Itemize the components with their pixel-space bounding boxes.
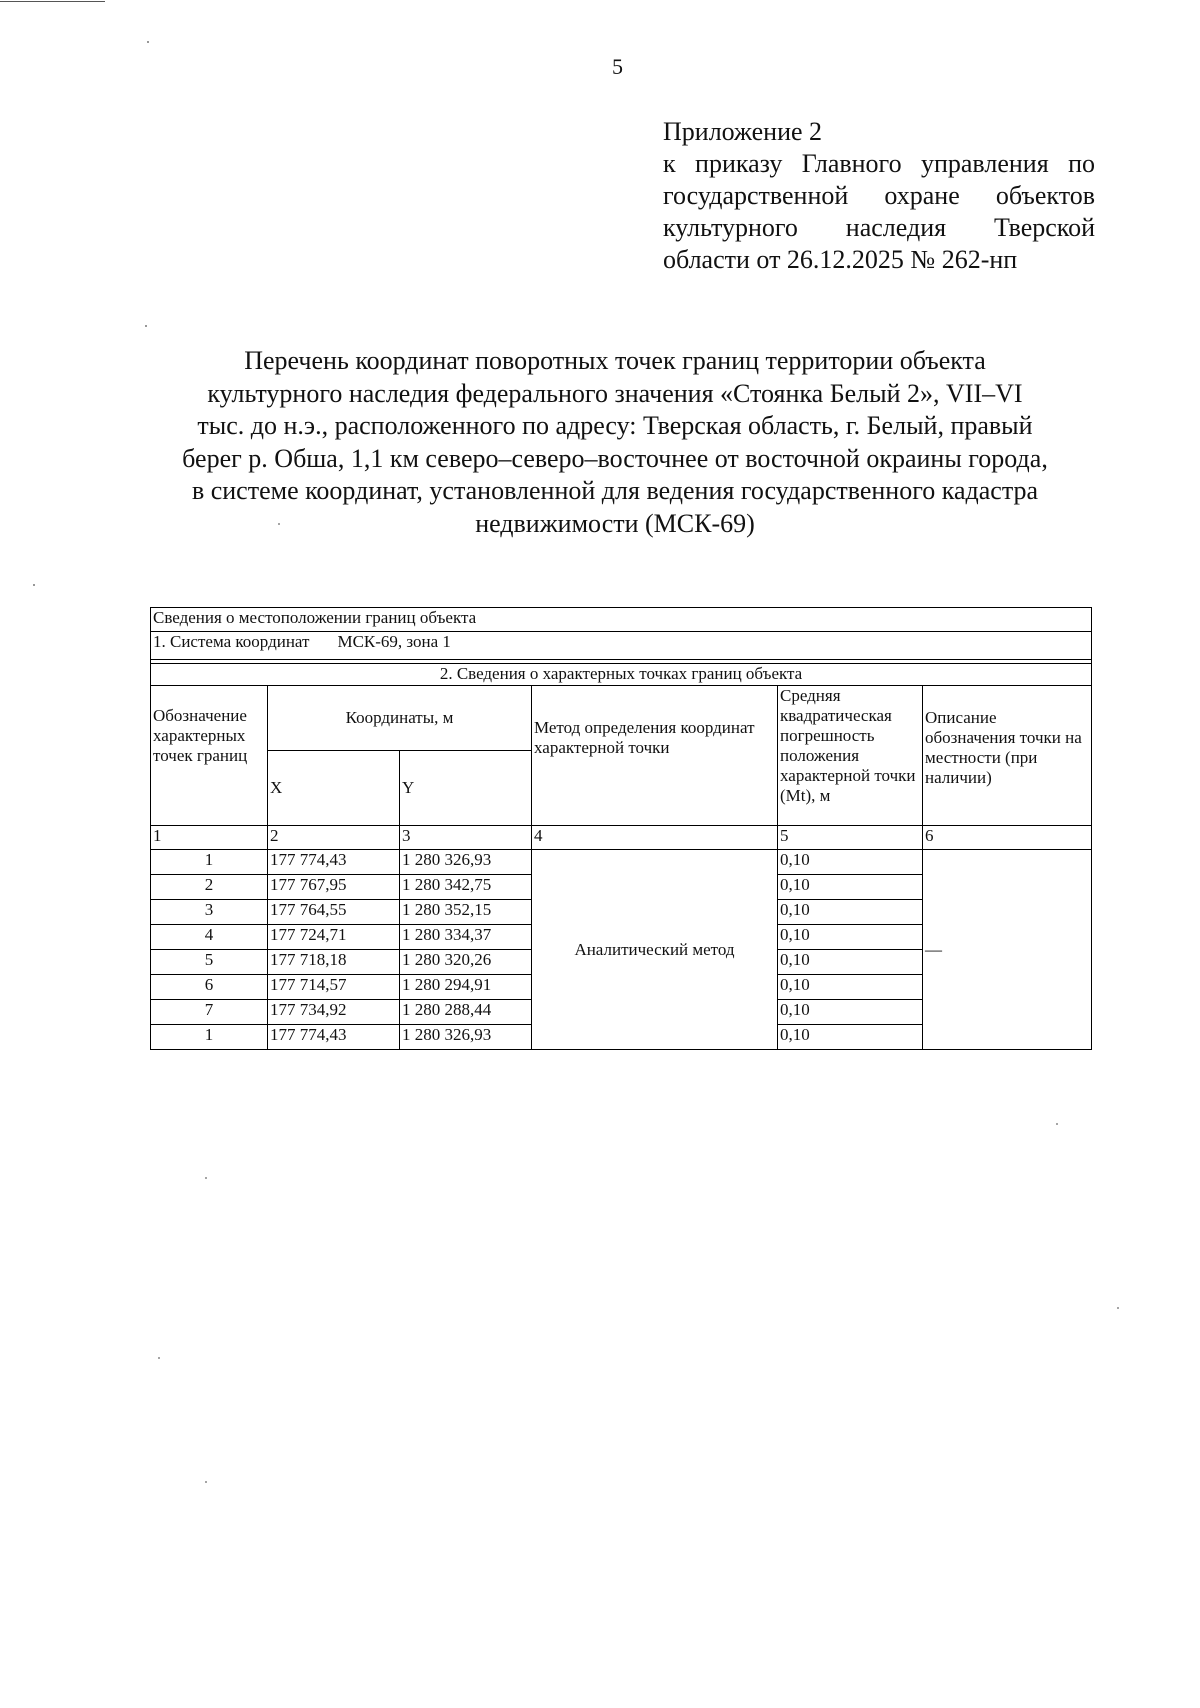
header-error: Средняя квадратическая погрешность положения характерной точки (Mt), м (778, 686, 923, 826)
mt-value: 0,10 (778, 950, 923, 975)
y-value: 1 280 326,93 (400, 1025, 532, 1050)
method-value: Аналитический метод (532, 850, 778, 1050)
y-value: 1 280 320,26 (400, 950, 532, 975)
scan-speck (147, 41, 149, 43)
title-line: Перечень координат поворотных точек границ территории объекта (244, 346, 986, 375)
title-line: тыс. до н.э., расположенного по адресу: Тверская область, г. Белый, правый (197, 411, 1033, 440)
mt-value: 0,10 (778, 1025, 923, 1050)
title-line: в системе координат, установленной для ведения государственного кадастра (191, 476, 1039, 505)
appendix-line: к приказу Главного управления по (663, 149, 1095, 178)
column-number: 6 (923, 826, 1092, 850)
point-number: 2 (151, 875, 268, 900)
scan-speck (205, 1481, 207, 1483)
point-number: 1 (151, 850, 268, 875)
point-number: 6 (151, 975, 268, 1000)
column-number: 4 (532, 826, 778, 850)
scan-speck (145, 325, 147, 327)
y-value: 1 280 352,15 (400, 900, 532, 925)
mt-value: 0,10 (778, 875, 923, 900)
y-value: 1 280 326,93 (400, 850, 532, 875)
header-description: Описание обозначения точки на местности (при наличии) (923, 686, 1092, 826)
x-value: 177 774,43 (268, 1025, 400, 1050)
column-number: 3 (400, 826, 532, 850)
point-number: 5 (151, 950, 268, 975)
x-value: 177 764,55 (268, 900, 400, 925)
x-value: 177 714,57 (268, 975, 400, 1000)
column-number: 5 (778, 826, 923, 850)
x-value: 177 724,71 (268, 925, 400, 950)
title-line: недвижимости (МСК-69) (475, 508, 755, 538)
scan-speck (33, 584, 35, 586)
x-value: 177 734,92 (268, 1000, 400, 1025)
x-value: 177 767,95 (268, 875, 400, 900)
point-number: 7 (151, 1000, 268, 1025)
points-title: 2. Сведения о характерных точках границ объекта (151, 664, 1092, 686)
title-line: культурного наследия федерального значения «Стоянка Белый 2», VII–VI (207, 378, 1023, 408)
appendix-line: государственной охране объектов (663, 181, 1095, 210)
y-value: 1 280 294,91 (400, 975, 532, 1000)
header-y: Y (400, 751, 532, 826)
header-x: X (268, 751, 400, 826)
scan-speck (158, 1357, 160, 1359)
mt-value: 0,10 (778, 1000, 923, 1025)
header-designation: Обозначение характерных точек границ (151, 686, 268, 826)
coordinate-system-label: 1. Система координат (153, 632, 310, 651)
mt-value: 0,10 (778, 925, 923, 950)
y-value: 1 280 288,44 (400, 1000, 532, 1025)
mt-value: 0,10 (778, 900, 923, 925)
header-method: Метод определения координат характерной точки (532, 686, 778, 826)
y-value: 1 280 342,75 (400, 875, 532, 900)
mt-value: 0,10 (778, 975, 923, 1000)
point-number: 1 (151, 1025, 268, 1050)
section-title: Сведения о местоположении границ объекта (151, 608, 1092, 632)
y-value: 1 280 334,37 (400, 925, 532, 950)
scan-speck (205, 1177, 207, 1179)
column-number: 2 (268, 826, 400, 850)
x-value: 177 774,43 (268, 850, 400, 875)
coordinate-system-value: МСК-69, зона 1 (337, 632, 451, 651)
point-number: 3 (151, 900, 268, 925)
column-number: 1 (151, 826, 268, 850)
appendix-line: культурного наследия Тверской (663, 213, 1095, 242)
scan-speck (1117, 1307, 1119, 1309)
title-line: берег р. Обша, 1,1 км северо–северо–восточнее от восточной окраины города, (182, 443, 1048, 473)
appendix-line: Приложение 2 (663, 117, 823, 146)
point-number: 4 (151, 925, 268, 950)
page-number: 5 (612, 54, 623, 79)
appendix-line: области от 26.12.2025 № 262-нп (663, 245, 1018, 274)
header-coordinates: Координаты, м (268, 686, 532, 751)
description-value: — (923, 850, 1092, 1050)
scan-speck (1056, 1123, 1058, 1125)
mt-value: 0,10 (778, 850, 923, 875)
scan-speck (278, 523, 280, 525)
x-value: 177 718,18 (268, 950, 400, 975)
